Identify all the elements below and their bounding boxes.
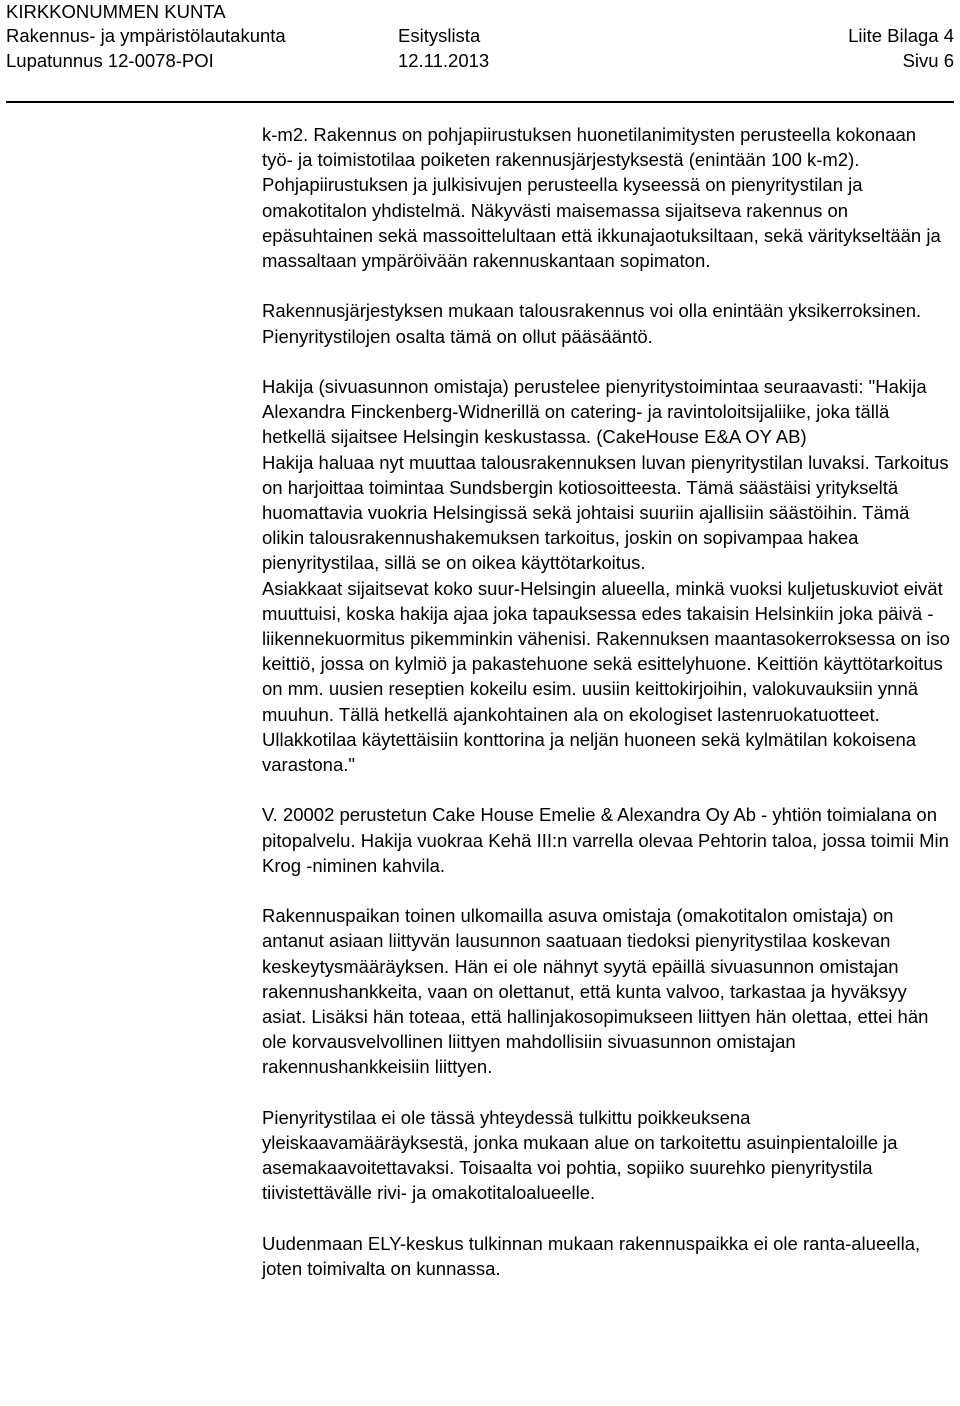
paragraph-2: Rakennusjärjestyksen mukaan talousrakennus voi olla enintään yksikerroksinen. Pienyritystilojen osalta tämä on ollut pääsääntö. [262,300,922,347]
permit-id: Lupatunnus 12-0078-POI [6,50,214,71]
paragraph-1: k-m2. Rakennus on pohjapiirustuksen huonetilanimitysten perusteella kokonaan työ- ja toimistotilaa poiketen rakennusjärjestyksestä (enintään 100 k-m2). Pohjapiirustuksen ja julkisivujen perusteella kyseessä on pienyritystilan ja omakotitalon yhdistelmä. Näkyvästi maisemassa sijaitseva rakennus on epäsuhtainen sekä massoittelultaan että ikkunajaotuksiltaan, sekä väritykseltään ja massaltaan ympäröivään rakennuskantaan sopimaton. [262,124,941,272]
paragraph-3: Hakija (sivuasunnon omistaja) perustelee pienyritystoimintaa seuraavasti: "Hakija Alexandra Finckenberg-Widnerillä on catering- ja ravintoloitsijaliike, joka tällä hetkellä sijaitsee Helsingin keskustassa. (CakeHouse E&A OY AB) [262,376,927,448]
paragraph-7: Rakennuspaikan toinen ulkomailla asuva omistaja (omakotitalon omistaja) on antanut asiaan liittyvän lausunnon saatuaan tiedoksi pienyritystilaa koskevan keskeytysmääräyksen. Hän ei ole nähnyt syytä epäillä sivuasunnon omistajan rakennushankkeita, vaan on olettanut, että kunta valvoo, tarkastaa ja hyväksyy asiat. Lisäksi hän toteaa, että hallinjakosopimukseen liittyen hän olettaa, ettei hän ole korvausvelvollinen liittyen mahdollisiin sivuasunnon omistajan rakennushankkeisiin liittyen. [262,905,929,1078]
paragraph-5: Asiakkaat sijaitsevat koko suur-Helsingin alueella, minkä vuoksi kuljetuskuviot eivät muuttuisi, koska hakija ajaa joka tapauksessa edes takaisin Helsinkiin joka päivä - liikennekuormitus pikemminkin vähenisi. Rakennuksen maantasokerroksessa on iso keittiö, jossa on kylmiö ja pakastehuone sekä esittelyhuone. Keittiön käyttötarkoitus on mm. uusien reseptien kokeilu esim. uusiin keittokirjoihin, valokuvauksiin ynnä muuhun. Tällä hetkellä ajankohtainen ala on ekologiset lastenruokatuotteet. Ullakkotilaa käytettäisiin konttorina ja neljän huoneen sekä kylmätilan kokoisena varastona." [262,577,950,776]
document-date: 12.11.2013 [398,50,490,71]
header-divider [6,101,954,103]
agenda-label: Esityslista [398,25,481,46]
paragraph-6: V. 20002 perustetun Cake House Emelie & Alexandra Oy Ab - yhtiön toimialana on pitopalvelu. Hakija vuokraa Kehä III:n varrella olevaa Pehtorin taloa, jossa toimii Min Krog -niminen kahvila. [262,804,949,876]
header-row-organization [6,0,954,24]
appendix-label: Liite Bilaga 4 [848,25,954,46]
paragraph-4: Hakija haluaa nyt muuttaa talousrakennuksen luvan pienyritystilan luvaksi. Tarkoitus on harjoittaa toimintaa Sundsbergin kotiosoitteesta. Tämä säästäisi yritykseltä huomattavia vuokria Helsingissä sekä johtaisi suuriin ajallisiin säästöihin. Tämä olikin talousrakennushakemuksen tarkoitus, joskin on sopivampaa hakea pienyritystilaa, sillä se on oikea käyttötarkoitus. [262,451,949,574]
page-header [6,0,954,71]
document-body [262,122,952,1281]
paragraph-8: Pienyritystilaa ei ole tässä yhteydessä tulkittu poikkeuksena yleiskaavamääräyksestä, jonka mukaan alue on tarkoitettu asuinpientaloille ja asemakaavoitettavaksi. Toisaalta voi pohtia, sopiiko suurehko pienyritystila tiivistettävälle rivi- ja omakotitaloalueelle. [262,1106,898,1204]
organization-name: KIRKKONUMMEN KUNTA [6,1,226,22]
board-name: Rakennus- ja ympäristölautakunta [6,25,286,46]
header-row-board [6,24,954,48]
paragraph-9: Uudenmaan ELY-keskus tulkinnan mukaan rakennuspaikka ei ole ranta-alueella, joten toimivalta on kunnassa. [262,1232,921,1280]
header-row-permit [6,49,954,73]
page-number: Sivu 6 [902,50,954,71]
